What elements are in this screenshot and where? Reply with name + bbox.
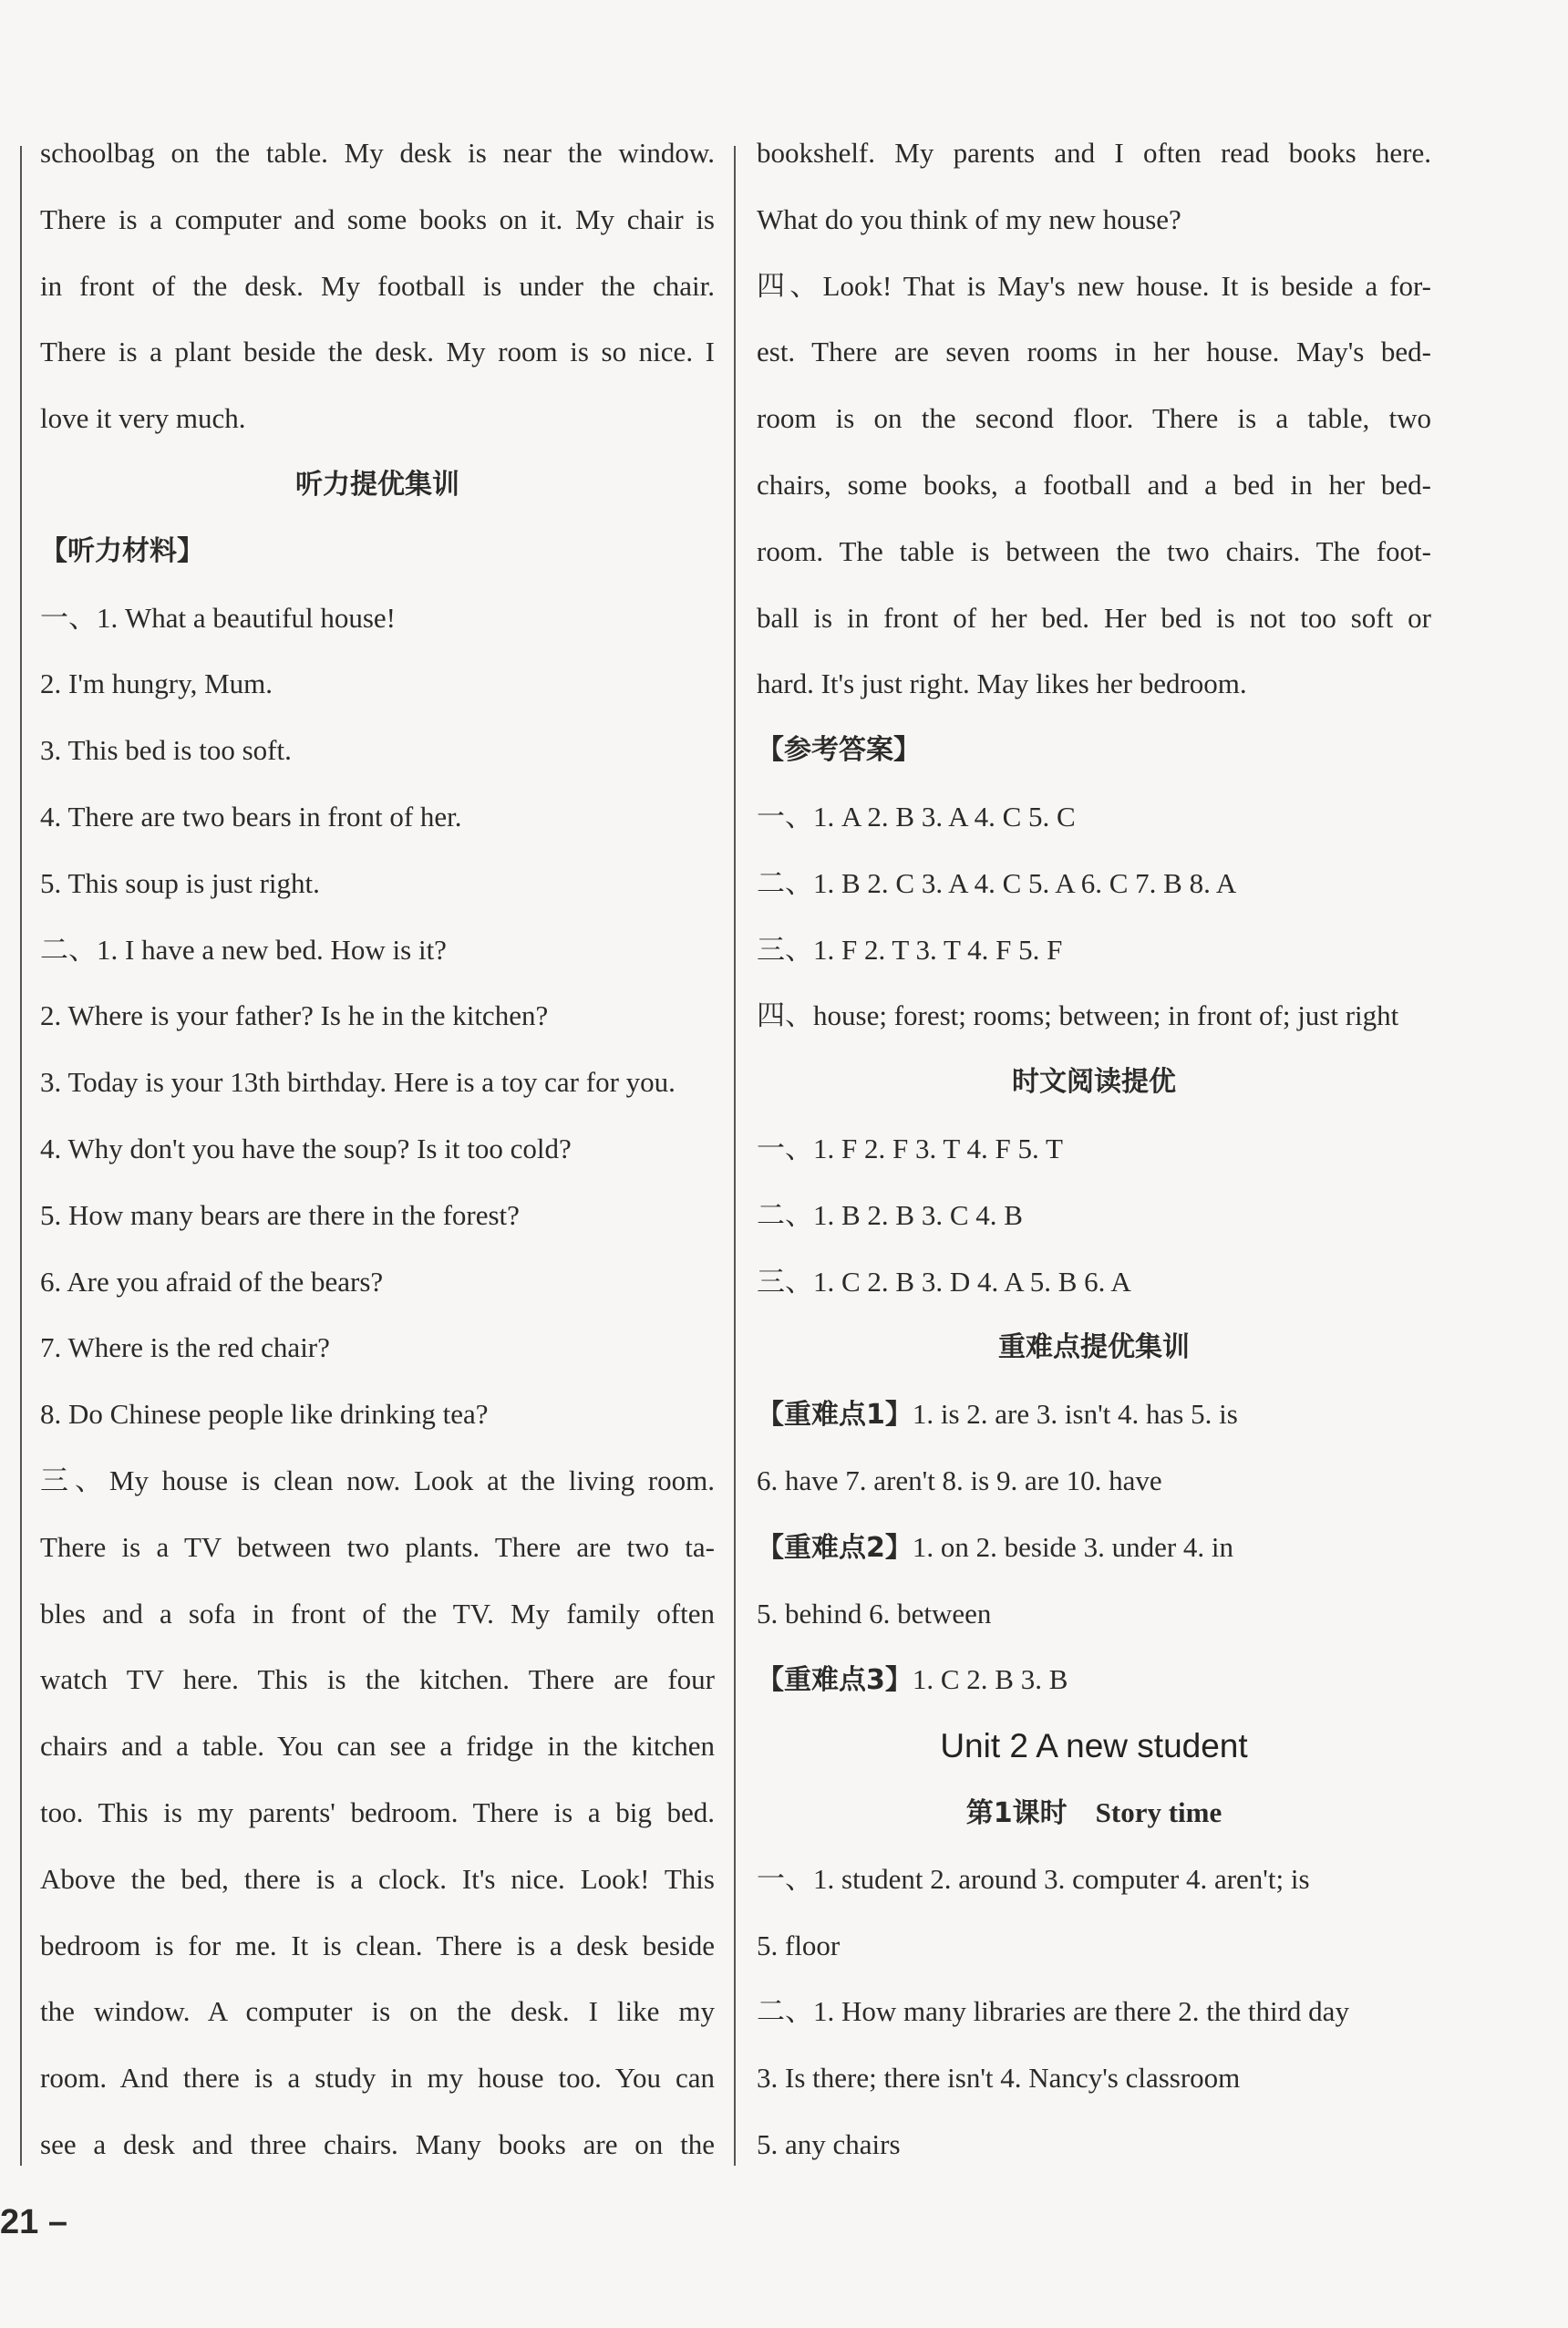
text-line: 一、1. What a beautiful house! xyxy=(40,601,396,634)
text-line: 四、house; forest; rooms; between; in front of; just right xyxy=(757,999,1399,1032)
key-point-answer-line xyxy=(757,1647,1431,1713)
section-heading: 时文阅读提优 xyxy=(1012,1066,1176,1099)
text-line: bles and a sofa in front of the TV. My family often xyxy=(40,1597,715,1630)
text-line: see a desk and three chairs. Many books are on the xyxy=(40,2127,715,2160)
text-line: 5. behind 6. between xyxy=(757,1597,992,1630)
text-line: 2. I'm hungry, Mum. xyxy=(40,667,273,700)
section-heading: 听力提优集训 xyxy=(295,468,459,501)
text-line: 二、1. I have a new bed. How is it? xyxy=(40,933,447,966)
text-line: 3. This bed is too soft. xyxy=(40,734,292,767)
text-line: 三、1. C 2. B 3. D 4. A 5. B 6. A xyxy=(757,1265,1131,1298)
text-line: 3. Today is your 13th birthday. Here is a toy car for you. xyxy=(40,1066,676,1099)
bracket-label: 【参考答案】 xyxy=(757,734,921,767)
text-line: 6. Are you afraid of the bears? xyxy=(40,1265,384,1298)
text-line: schoolbag on the table. My desk is near the window. xyxy=(40,137,715,169)
key-point-answers: 1. is 2. are 3. isn't 4. has 5. is xyxy=(912,1398,1238,1431)
text-line: ball is in front of her bed. Her bed is not too soft or xyxy=(757,601,1431,634)
text-line: chairs and a table. You can see a fridge in the kitchen xyxy=(40,1730,715,1763)
text-line: 2. Where is your father? Is he in the kitchen? xyxy=(40,999,549,1032)
right-column xyxy=(757,120,1431,2178)
key-point-label: 【重难点2】 xyxy=(757,1531,913,1564)
text-line: What do you think of my new house? xyxy=(757,202,1181,235)
column-divider xyxy=(734,146,736,2166)
left-column xyxy=(40,120,715,2178)
key-point-answer-line xyxy=(757,1381,1431,1448)
text-line: bedroom is for me. It is clean. There is a desk beside xyxy=(40,1929,715,1961)
key-point-label: 【重难点1】 xyxy=(757,1399,913,1432)
text-line: There is a TV between two plants. There are two ta- xyxy=(40,1530,715,1563)
lesson-number: 第1课时 xyxy=(965,1796,1068,1829)
text-line: watch TV here. This is the kitchen. There are four xyxy=(40,1663,715,1696)
section-heading: 重难点提优集训 xyxy=(998,1331,1190,1364)
text-line: 7. Where is the red chair? xyxy=(40,1331,330,1364)
text-line: the window. A computer is on the desk. I like my xyxy=(40,1995,715,2028)
text-line: room. And there is a study in my house too. You can xyxy=(40,2062,715,2095)
text-line: too. This is my parents' bedroom. There is a big bed. xyxy=(40,1795,715,1828)
bracket-label: 【听力材料】 xyxy=(40,534,204,567)
key-point-answers: 1. on 2. beside 3. under 4. in xyxy=(912,1530,1234,1563)
text-line: 8. Do Chinese people like drinking tea? xyxy=(40,1398,489,1431)
text-line: love it very much. xyxy=(40,402,246,435)
text-line: room. The table is between the two chairs. The foot- xyxy=(757,534,1431,567)
lesson-heading xyxy=(757,1780,1431,1847)
text-line: 5. How many bears are there in the forest? xyxy=(40,1198,520,1231)
text-line: 一、1. F 2. F 3. T 4. F 5. T xyxy=(757,1132,1063,1164)
unit-title: Unit 2 A new student xyxy=(940,1727,1248,1765)
text-line: 三、My house is clean now. Look at the living room. xyxy=(40,1464,715,1496)
left-margin-rule xyxy=(20,146,22,2166)
page-number: 21 – xyxy=(0,2203,67,2241)
text-line: 二、1. B 2. B 3. C 4. B xyxy=(757,1198,1023,1231)
text-line: 二、1. How many libraries are there 2. the third day xyxy=(757,1995,1349,2028)
key-point-answer-line xyxy=(757,1515,1431,1581)
text-line: 5. This soup is just right. xyxy=(40,866,320,899)
text-line: 一、1. A 2. B 3. A 4. C 5. C xyxy=(757,800,1076,833)
text-line: There is a plant beside the desk. My room is so nice. I xyxy=(40,336,715,368)
text-line: 一、1. student 2. around 3. computer 4. aren't; is xyxy=(757,1862,1310,1895)
text-line: bookshelf. My parents and I often read books here. xyxy=(757,137,1431,169)
lesson-title: Story time xyxy=(1095,1795,1222,1828)
key-point-label: 【重难点3】 xyxy=(757,1664,913,1697)
text-line: in front of the desk. My football is under the chair. xyxy=(40,269,715,302)
text-line: hard. It's just right. May likes her bedroom. xyxy=(757,667,1247,700)
text-line: 5. floor xyxy=(757,1929,841,1961)
text-line: est. There are seven rooms in her house. May's bed- xyxy=(757,336,1431,368)
text-line: 四、Look! That is May's new house. It is beside a for- xyxy=(757,269,1431,302)
text-line: There is a computer and some books on it. My chair is xyxy=(40,202,715,235)
text-line: chairs, some books, a football and a bed in her bed- xyxy=(757,468,1431,501)
text-line: 3. Is there; there isn't 4. Nancy's classroom xyxy=(757,2062,1241,2095)
text-line: 6. have 7. aren't 8. is 9. are 10. have xyxy=(757,1464,1162,1496)
text-line: Above the bed, there is a clock. It's nice. Look! This xyxy=(40,1862,715,1895)
text-line: 4. Why don't you have the soup? Is it too cold? xyxy=(40,1132,572,1164)
text-line: 三、1. F 2. T 3. T 4. F 5. F xyxy=(757,933,1063,966)
key-point-answers: 1. C 2. B 3. B xyxy=(912,1663,1068,1696)
text-line: 5. any chairs xyxy=(757,2127,901,2160)
text-line: room is on the second floor. There is a table, two xyxy=(757,402,1431,435)
text-line: 二、1. B 2. C 3. A 4. C 5. A 6. C 7. B 8. A xyxy=(757,866,1237,899)
text-line: 4. There are two bears in front of her. xyxy=(40,800,462,833)
